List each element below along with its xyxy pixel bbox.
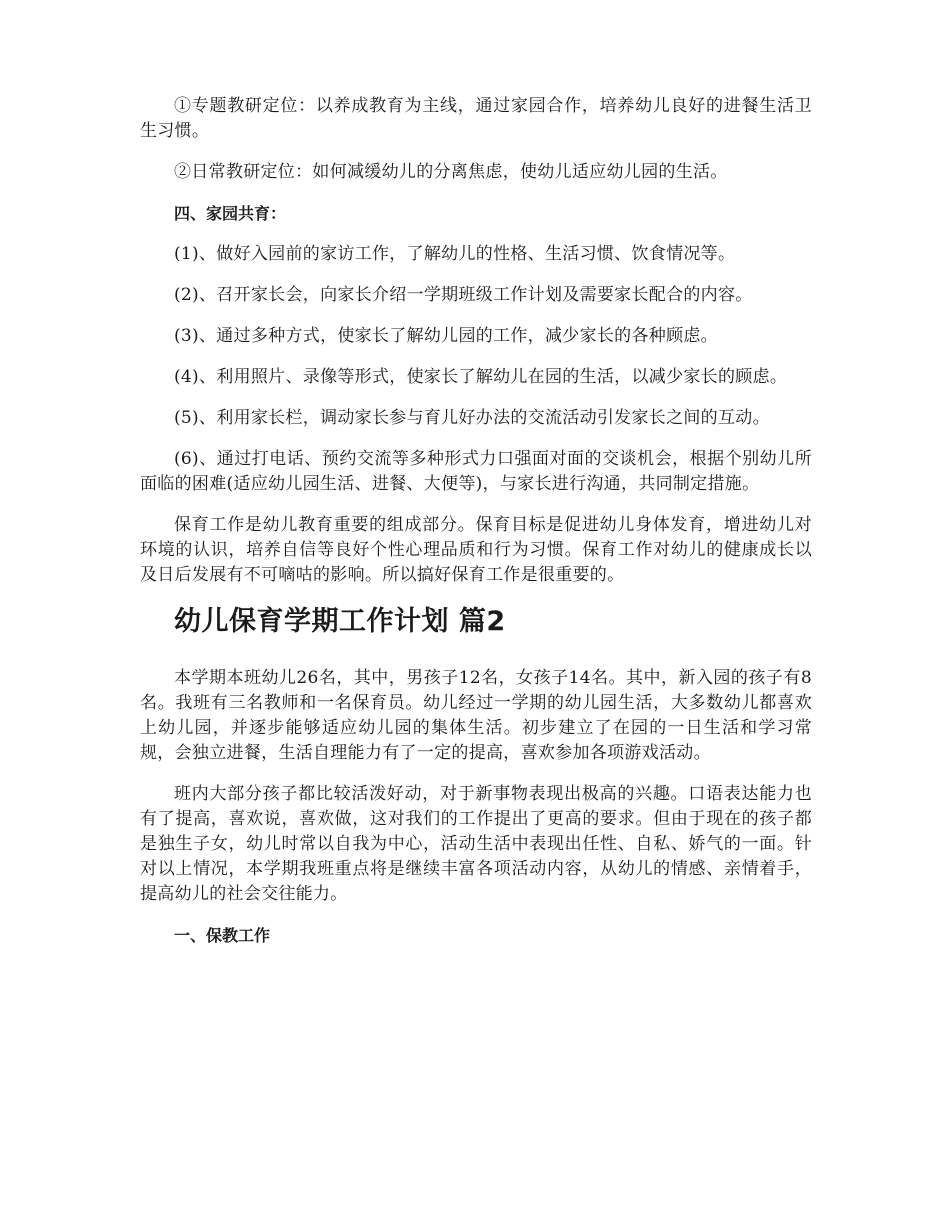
section-heading-care-education: 一、保教工作 [174, 926, 271, 945]
list-item-various-ways: (3)、通过多种方式，使家长了解幼儿园的工作，减少家长的各种顾虑。 [174, 326, 718, 346]
paragraph-class-overview: 本学期本班幼儿26名，其中，男孩子12名，女孩子14名。其中，新入园的孩子有8名。我班有三名教师和一名保育员。幼儿经过一学期的幼儿园生活，大多数幼儿都喜欢上幼儿园，并逐步能够适应幼儿园的集体生活。初步建立了在园的一日生活和学习常规，会独立进餐，生活自理能力有了一定的提高，喜欢参加各项游戏活动。 [140, 668, 812, 763]
list-item-photos-videos: (4)、利用照片、录像等形式，使家长了解幼儿在园的生活，以减少家长的顾虑。 [174, 367, 788, 387]
paragraph-class-analysis: 班内大部分孩子都比较活泼好动，对于新事物表现出极高的兴趣。口语表达能力也有了提高，喜欢说，喜欢做，这对我们的工作提出了更高的要求。但由于现在的孩子都是独生子女，幼儿时常以自我为中心，活动生活中表现出任性、自私、娇气的一面。针对以上情况，本学期我班重点将是继续丰富各项活动内容，从幼儿的情感、亲情着手，提高幼儿的社会交往能力。 [140, 784, 812, 904]
paragraph-research-topic: ①专题教研定位：以养成教育为主线，通过家园合作，培养幼儿良好的进餐生活卫生习惯。 [140, 96, 812, 141]
document-body [140, 94, 812, 964]
paragraph-closing: 保育工作是幼儿教育重要的组成部分。保育目标是促进幼儿身体发育，增进幼儿对环境的认识，培养自信等良好个性心理品质和行为习惯。保育工作对幼儿的健康成长以及日后发展有不可嘀咕的影响。所以搞好保育工作是很重要的。 [140, 515, 812, 585]
list-item-phone-contact: (6)、通过打电话、预约交流等多种形式力口强面对面的交谈机会，根据个别幼儿所面临的困难(适应幼儿园生活、进餐、大便等)，与家长进行沟通，共同制定措施。 [140, 449, 812, 494]
article-title: 幼儿保育学期工作计划 篇2 [174, 606, 506, 637]
list-item-parent-board: (5)、利用家长栏，调动家长参与育儿好办法的交流活动引发家长之间的互动。 [174, 408, 770, 428]
list-item-home-visit: (1)、做好入园前的家访工作，了解幼儿的性格、生活习惯、饮食情况等。 [174, 244, 736, 264]
list-item-parent-meeting: (2)、召开家长会，向家长介绍一学期班级工作计划及需要家长配合的内容。 [174, 285, 753, 305]
paragraph-daily-research: ②日常教研定位：如何减缓幼儿的分离焦虑，使幼儿适应幼儿园的生活。 [174, 162, 728, 182]
section-heading-home-school: 四、家园共育： [174, 204, 287, 223]
